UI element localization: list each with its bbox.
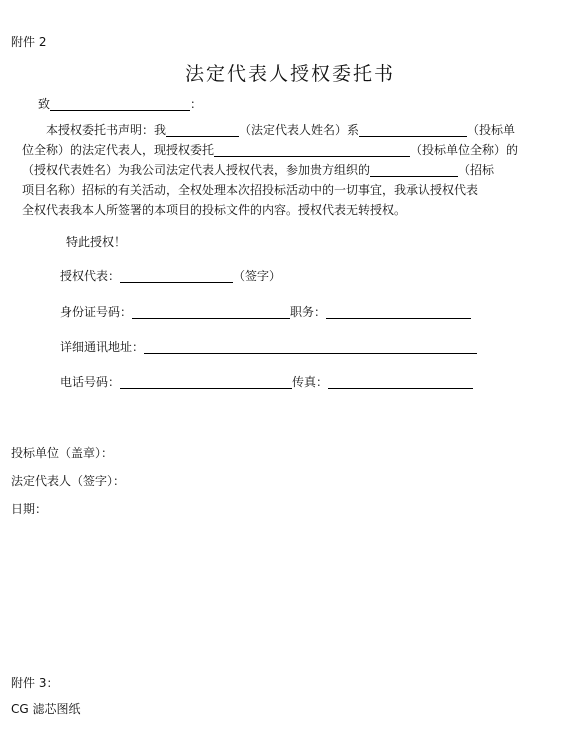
declaration-text-7: （招标 — [458, 163, 495, 177]
cg-filter-drawing-label: CG 滤芯图纸 — [11, 702, 81, 716]
addressee-line — [38, 95, 202, 112]
addressee-prefix: 致 — [38, 97, 51, 111]
phone-blank[interactable] — [120, 374, 292, 389]
fax-blank[interactable] — [328, 374, 473, 389]
id-label: 身份证号码： — [60, 305, 133, 319]
document-title: 法定代表人授权委托书 — [184, 63, 395, 85]
fax-label: 传真： — [292, 375, 329, 389]
declaration-line-1 — [22, 120, 570, 140]
bidder-name-blank[interactable] — [359, 122, 467, 137]
declaration-line-5: 全权代表我本人所签署的本项目的投标文件的内容。授权代表无转授权。 — [22, 203, 407, 217]
phone-label: 电话号码： — [60, 375, 121, 389]
address-blank[interactable] — [144, 339, 477, 354]
date-label: 日期： — [11, 502, 48, 516]
agent-label: 授权代表： — [60, 269, 121, 283]
entrusted-unit-blank[interactable] — [214, 142, 410, 157]
agent-sign-note: （签字） — [233, 269, 282, 283]
agent-signature-blank[interactable] — [120, 268, 233, 283]
position-label: 职务： — [290, 305, 327, 319]
address-label: 详细通讯地址： — [60, 340, 145, 354]
declaration-line-4: 项目名称）招标的有关活动，全权处理本次招投标活动中的一切事宜，我承认授权代表 — [22, 183, 479, 197]
legal-rep-name-blank[interactable] — [166, 122, 239, 137]
declaration-line-3 — [22, 160, 570, 180]
agent-row — [60, 267, 281, 284]
bidder-seal-label: 投标单位（盖章）： — [11, 446, 114, 460]
attachment-3-label: 附件 3： — [11, 676, 59, 690]
addressee-blank[interactable] — [50, 96, 190, 111]
declaration-paragraph — [22, 120, 570, 220]
id-number-blank[interactable] — [132, 304, 290, 319]
project-name-blank[interactable] — [370, 162, 458, 177]
address-row — [60, 338, 477, 355]
phone-fax-row — [60, 373, 473, 390]
declaration-text-2: （法定代表人姓名）系 — [239, 123, 360, 137]
addressee-suffix: ： — [190, 97, 203, 111]
declaration-text-5: （投标单位全称）的 — [410, 143, 519, 157]
declaration-line-2 — [22, 140, 570, 160]
special-authorization-text: 特此授权！ — [66, 235, 127, 249]
position-blank[interactable] — [326, 304, 471, 319]
declaration-text-3: （投标单 — [467, 123, 516, 137]
legal-rep-sign-label: 法定代表人（签字）： — [11, 474, 126, 488]
attachment-2-label: 附件 2 — [11, 35, 47, 49]
declaration-text-1: 本授权委托书声明：我 — [46, 123, 167, 137]
declaration-text-4: 位全称）的法定代表人，现授权委托 — [22, 143, 215, 157]
declaration-text-6: （授权代表姓名）为我公司法定代表人授权代表，参加贵方组织的 — [22, 163, 371, 177]
id-position-row — [60, 303, 471, 320]
